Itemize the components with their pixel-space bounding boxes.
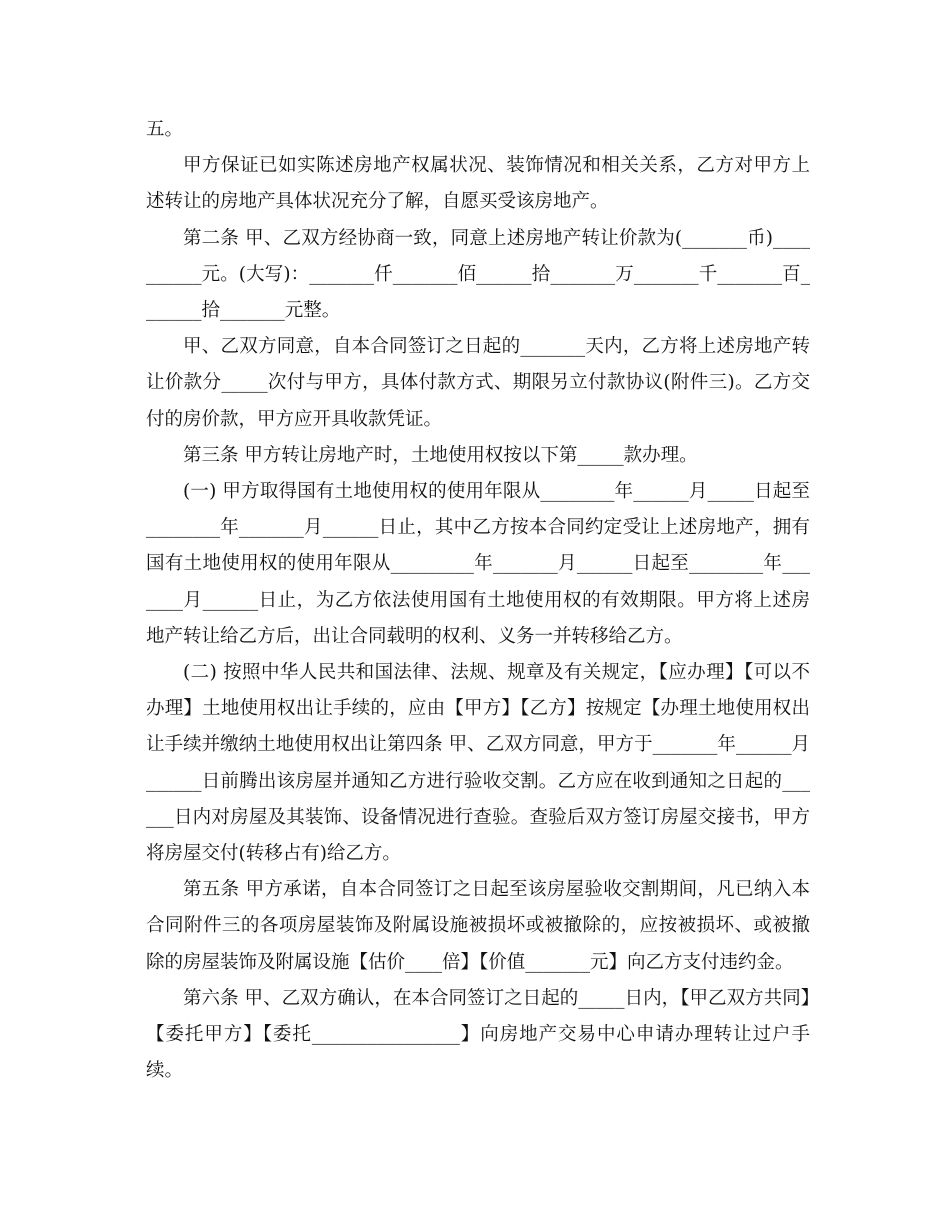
paragraph-clause-1-land-term: (一) 甲方取得国有土地使用权的使用年限从________年______月_____日起至________年_______月______日止，其中乙方按本合同约定受让上述房地产，拥有国有土地使用权的使用年限从_________年_______月______日起至________年_______月______日止，为乙方依法使用国有土地使用权的有效期限。甲方将上述房地产转让给乙方后，出让合同载明的权利、义务一并转移给乙方。 bbox=[146, 481, 810, 647]
paragraph-clause-2-and-article-4: (二) 按照中华人民共和国法律、法规、规章及有关规定，【应办理】【可以不办理】土地使用权出让手续的，应由【甲方】【乙方】按规定【办理土地使用权出让手续并缴纳土地使用权出让第四条 甲、乙双方同意，甲方于_______年______月______日前腾出该房屋并通知乙方进行验收交割。乙方应在收到通知之日起的______日内对房屋及其装饰、设备情况进行查验。查验后双方签订房屋交接书，甲方将房屋交付(转移占有)给乙方。 bbox=[146, 662, 810, 865]
contract-body bbox=[146, 112, 810, 1089]
paragraph-seller-guarantee: 甲方保证已如实陈述房地产权属状况、装饰情况和相关关系，乙方对甲方上述转让的房地产具体状况充分了解，自愿买受该房地产。 bbox=[146, 155, 810, 213]
paragraph-article-5-penalty: 第五条 甲方承诺，自本合同签订之日起至该房屋验收交割期间，凡已纳入本合同附件三的各项房屋装饰及附属设施被损坏或被撤除的，应按被损坏、或被撤除的房屋装饰及附属设施【估价____倍】【价值_______元】向乙方支付违约金。 bbox=[146, 879, 810, 973]
paragraph-payment-terms: 甲、乙双方同意，自本合同签订之日起的_______天内，乙方将上述房地产转让价款分_____次付与甲方，具体付款方式、期限另立付款协议(附件三)。乙方交付的房价款，甲方应开具收款凭证。 bbox=[146, 336, 810, 430]
paragraph-continuation: 五。 bbox=[146, 119, 184, 140]
paragraph-article-6-transfer: 第六条 甲、乙双方确认，在本合同签订之日起的_____日内，【甲乙双方共同】【委托甲方】【委托________________】向房地产交易中心申请办理转让过户手续。 bbox=[146, 987, 810, 1082]
paragraph-article-3-land-use: 第三条 甲方转让房地产时，土地使用权按以下第_____款办理。 bbox=[183, 444, 698, 466]
paragraph-article-2-price: 第二条 甲、乙双方经协商一致，同意上述房地产转让价款为(_______币)__________元。(大写)：_______仟_______佰______拾_______万_______千_______百_______拾_______元整。 bbox=[146, 227, 810, 322]
